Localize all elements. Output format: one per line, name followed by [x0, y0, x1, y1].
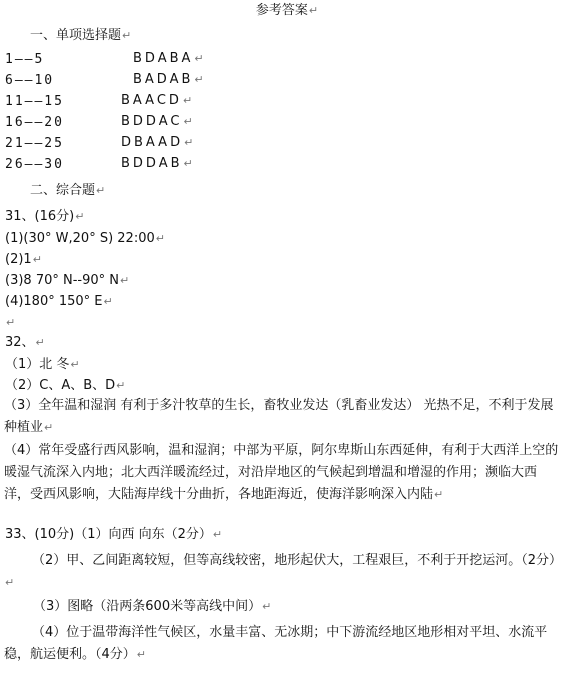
paragraph-mark-icon: ↵: [6, 316, 16, 329]
paragraph-mark-icon: ↵: [96, 184, 106, 197]
q32-heading: 32、↵: [5, 335, 45, 350]
paragraph-mark-icon: ↵: [70, 358, 80, 371]
paragraph-mark-icon: ↵: [262, 600, 272, 613]
mc-range: 16——20: [5, 115, 64, 130]
paragraph-mark-icon: ↵: [212, 528, 223, 541]
paragraph-mark-icon: ↵: [122, 29, 132, 42]
mc-range: 11——15: [5, 94, 64, 109]
mc-range: 26——30: [5, 157, 64, 172]
paragraph-mark-icon: ↵: [182, 94, 196, 107]
paragraph-mark-icon: ↵: [183, 157, 196, 170]
paragraph-mark-icon: ↵: [155, 232, 165, 245]
q31-line: (3)8 70° N--90° N↵: [5, 273, 130, 288]
mc-answer: DBAAD↵: [121, 135, 197, 150]
paragraph-mark-icon: ↵: [75, 210, 85, 223]
paragraph-mark-icon: ↵: [44, 421, 54, 434]
q32-part1: （1）北 冬↵: [5, 357, 80, 372]
q31-heading: 31、(16分)↵: [5, 209, 85, 224]
paragraph-mark-icon: ↵: [434, 488, 444, 501]
paragraph-mark-icon: ↵: [5, 576, 15, 589]
q32-part4: （4）常年受盛行西风影响，温和湿润；中部为平原，阿尔卑斯山东西延伸，有利于大西洋上空的暖湿气流深入内地；北大西洋暖流经过，对沿岸地区的气候起到增温和增湿的作用；濒临大西洋，受西风影响，大陆海岸线十分曲折，各地距海近，使海洋影响深入内陆↵: [4, 443, 559, 502]
mc-range: 1——5: [5, 52, 45, 67]
section1-heading: 一、单项选择题↵: [30, 28, 132, 43]
paragraph-mark-icon: ↵: [184, 136, 197, 149]
mc-answer: BAACD↵: [121, 93, 196, 108]
paragraph-mark-icon: ↵: [116, 379, 126, 392]
mc-answer: BDDAB↵: [121, 156, 196, 171]
q31-line: (1)(30° W,20° S) 22:00↵: [5, 231, 165, 246]
paragraph-mark-icon: ↵: [183, 115, 196, 128]
paragraph-mark-icon: ↵: [32, 253, 42, 266]
mc-answer: BADAB↵: [133, 72, 207, 87]
paragraph-mark-icon: ↵: [194, 52, 207, 65]
paragraph-mark-icon: ↵: [194, 73, 207, 86]
q31-line: (2)1↵: [5, 252, 42, 267]
mc-answer: BDDAC↵: [121, 114, 196, 129]
q32-part2: （2）C、A、B、D↵: [5, 378, 126, 393]
paragraph-mark-icon: ↵: [35, 336, 45, 349]
q33-part3: （3）图略（沿两条600米等高线中间）↵: [33, 599, 272, 614]
paragraph-mark-icon: ↵: [308, 4, 319, 17]
q32-part3: （3）全年温和湿润 有利于多汁牧草的生长，畜牧业发达（乳畜业发达） 光热不足，不利于发展种植业↵: [4, 398, 554, 435]
q33-part1: 33、(10分)（1）向西 向东（2分）↵: [5, 527, 223, 542]
q33-part4: （4）位于温带海洋性气候区，水量丰富、无冰期；中下游流经地区地形相对平坦、水流平稳，航运便利。（4分）↵: [4, 625, 548, 662]
empty-line: [5, 314, 15, 332]
paragraph-mark-icon: ↵: [120, 274, 130, 287]
mc-range: 21——25: [5, 136, 64, 151]
page-title: 参考答案↵: [255, 3, 319, 18]
mc-answer: BDABA↵: [133, 51, 207, 66]
paragraph-mark-icon: ↵: [136, 648, 146, 661]
mc-range: 6——10: [5, 73, 55, 88]
section2-heading: 二、综合题↵: [30, 183, 106, 198]
paragraph-mark-icon: ↵: [103, 295, 113, 308]
q33-part2: （2）甲、乙间距离较短，但等高线较密，地形起伏大，工程艰巨，不利于开挖运河。（2分）↵: [5, 553, 563, 589]
q31-line: (4)180° 150° E↵: [5, 294, 113, 309]
